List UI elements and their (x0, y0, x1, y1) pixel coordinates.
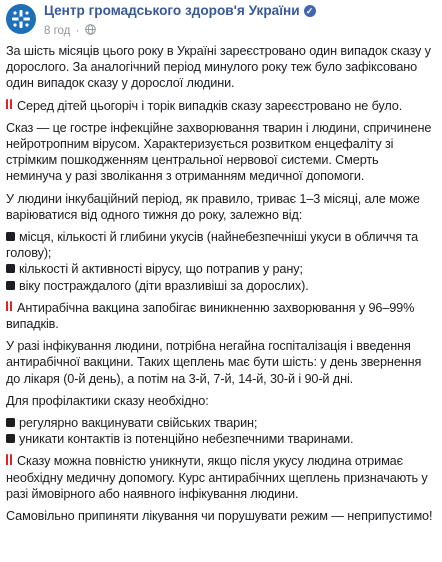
post-paragraph: У разі інфікування людини, потрібна негайна госпіталізація і введення антирабічної вакцини. Таких щеплень має бути шість: у день звернення до лікаря (0-й день), а потім на 3-й, 7-й, 14-й, 30-й і 90-й дні. (6, 339, 422, 386)
double-exclamation-icon (6, 454, 13, 467)
page-name-link[interactable] (44, 3, 316, 18)
double-exclamation-icon (6, 301, 13, 314)
post-paragraph: Сказ — це гостре інфекційне захворювання тварин і людини, спричинене нейротропним вірусом. Характеризується розвитком енцефаліту зі стрімким пошкодженням центральної нервової системи. Смерть неминуча у разі зволікання з отриманням медичної допомоги. (6, 120, 432, 184)
post-header (0, 0, 442, 42)
list-item-text: місця, кількості й глибини укусів (найнебезпечніші укуси в обличчя та голову); (6, 230, 419, 261)
avatar-logo-icon (10, 8, 32, 30)
post-paragraph: Для профілактики сказу необхідно: (6, 393, 209, 408)
post-time[interactable]: 8 год (44, 25, 71, 37)
post-paragraph: У людини інкубаційний період, як правило, триває 1–3 місяці, але може варіюватися від одного тижня до року, залежно від: (6, 191, 420, 222)
list-item (6, 415, 436, 431)
verified-badge-icon: ✓ (304, 5, 316, 17)
black-square-icon (6, 232, 15, 241)
alert-text: Антирабічна вакцина запобігає виникненню захворювання у 96–99% випадків. (6, 300, 415, 332)
post-meta (44, 24, 96, 37)
list-item (6, 229, 436, 261)
post-paragraph: Самовільно припиняти лікування чи порушувати режим — неприпустимо! (6, 509, 433, 524)
list-item-text: регулярно вакцинувати свійських тварин; (19, 416, 258, 431)
list-item (6, 278, 436, 294)
meta-separator: · (75, 25, 80, 37)
post-paragraph: За шість місяців цього року в Україні зареєстровано один випадок сказу у дорослого. За аналогічний період минулого року теж було зафіксовано один випадок сказу у дорослої людини. (6, 44, 431, 91)
double-exclamation-icon (6, 99, 13, 112)
black-square-icon (6, 418, 15, 427)
page-name[interactable]: Центр громадського здоров'я України (44, 3, 300, 18)
post-paragraph-alert (6, 453, 436, 502)
post-paragraph-alert (6, 98, 436, 114)
black-square-icon (6, 281, 15, 290)
list-item-text: уникати контактів із потенційно небезпечними тваринами. (19, 432, 354, 447)
post-paragraph-alert (6, 300, 436, 332)
alert-text: Сказу можна повністю уникнути, якщо після укусу людина отримає необхідну медичну допомогу. Курс антирабічних щеплень призначають у разі ймовірного або наявного інфікування людини. (6, 454, 428, 501)
page-avatar[interactable] (6, 4, 36, 34)
list-item-text: віку постраждалого (діти вразливіші за дорослих). (19, 278, 309, 293)
list-item-text: кількості й активності вірусу, що потрапив у рану; (19, 262, 303, 277)
list-item (6, 431, 436, 447)
black-square-icon (6, 434, 15, 443)
alert-text: Серед дітей цьогоріч і торік випадків сказу зареєстровано не було. (17, 98, 403, 113)
post-body (6, 43, 436, 530)
globe-icon[interactable] (85, 24, 96, 35)
list-item (6, 261, 436, 277)
black-square-icon (6, 264, 15, 273)
